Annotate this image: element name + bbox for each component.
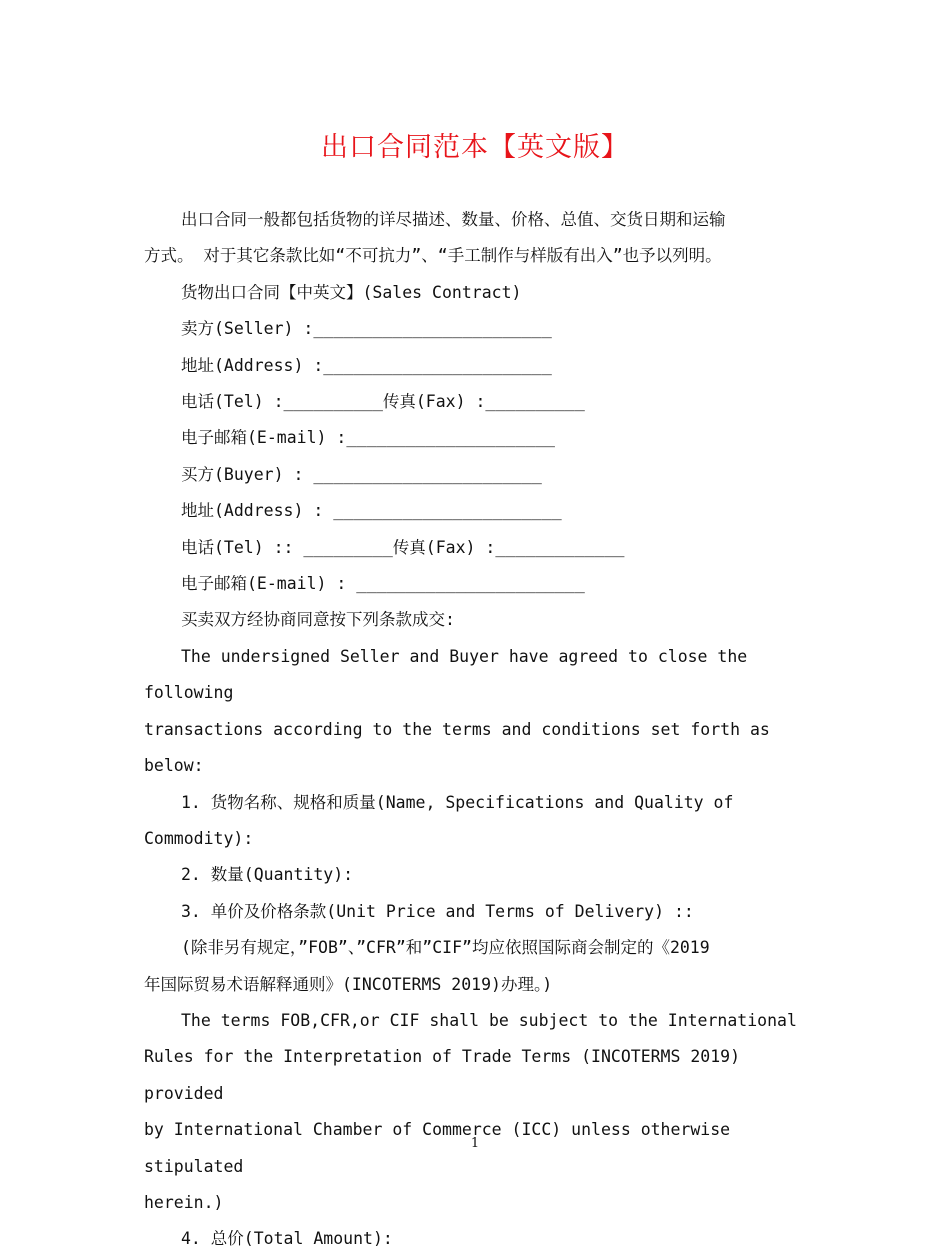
seller-field: 卖方(Seller) :________________________ [181, 319, 552, 339]
incoterms-note-cn-line-1: (除非另有规定，”FOB”、”CFR”和”CIF”均应依照国际商会制定的《2019 [181, 938, 710, 958]
buyer-tel-fax-field: 电话(Tel) :: _________传真(Fax) :_____________ [181, 537, 625, 557]
page-number: 1 [470, 1136, 480, 1151]
incoterms-note-en-line-1: The terms FOB,CFR,or CIF shall be subject to the International [181, 1010, 797, 1030]
buyer-email-field: 电子邮箱(E-mail) : _______________________ [181, 574, 585, 594]
incoterms-note-en-line-3: by International Chamber of Commerce (ICC) unless otherwise stipulated [144, 1120, 741, 1176]
item-2: 2. 数量(Quantity): [181, 865, 354, 885]
item-4: 4. 总价(Total Amount): [181, 1229, 393, 1249]
incoterms-note-en-line-2: Rules for the Interpretation of Trade Terms (INCOTERMS 2019) provided [144, 1047, 750, 1103]
contract-heading: 货物出口合同【中英文】(Sales Contract) [181, 282, 522, 302]
seller-address-field: 地址(Address) :_______________________ [181, 355, 552, 375]
document-title: 出口合同范本【英文版】 [321, 132, 629, 163]
intro-line-1: 出口合同一般都包括货物的详尽描述、数量、价格、总值、交货日期和运输 [181, 210, 726, 229]
buyer-field: 买方(Buyer) : _______________________ [181, 464, 542, 484]
intro-line-2: 方式。 对于其它条款比如“不可抗力”、“手工制作与样版有出入”也予以列明。 [144, 246, 722, 266]
item-1-line-1: 1. 货物名称、规格和质量(Name, Specifications and Quality of [181, 792, 734, 812]
buyer-address-field: 地址(Address) : _______________________ [181, 501, 562, 521]
incoterms-note-cn-line-2: 年国际贸易术语解释通则》(INCOTERMS 2019)办理。) [144, 974, 553, 994]
document-body [144, 202, 809, 1258]
agreement-en-line-1: The undersigned Seller and Buyer have agreed to close the following [144, 646, 758, 703]
seller-tel-fax-field: 电话(Tel) :__________传真(Fax) :__________ [181, 392, 585, 412]
agreement-cn: 买卖双方经协商同意按下列条款成交: [181, 610, 455, 630]
item-1-line-2: Commodity): [144, 828, 254, 848]
seller-email-field: 电子邮箱(E-mail) :_____________________ [181, 428, 555, 448]
incoterms-note-en-line-4: herein.) [144, 1192, 224, 1212]
agreement-en-line-2: transactions according to the terms and conditions set forth as below: [144, 719, 780, 776]
item-3: 3. 单价及价格条款(Unit Price and Terms of Delivery) :: [181, 901, 694, 921]
